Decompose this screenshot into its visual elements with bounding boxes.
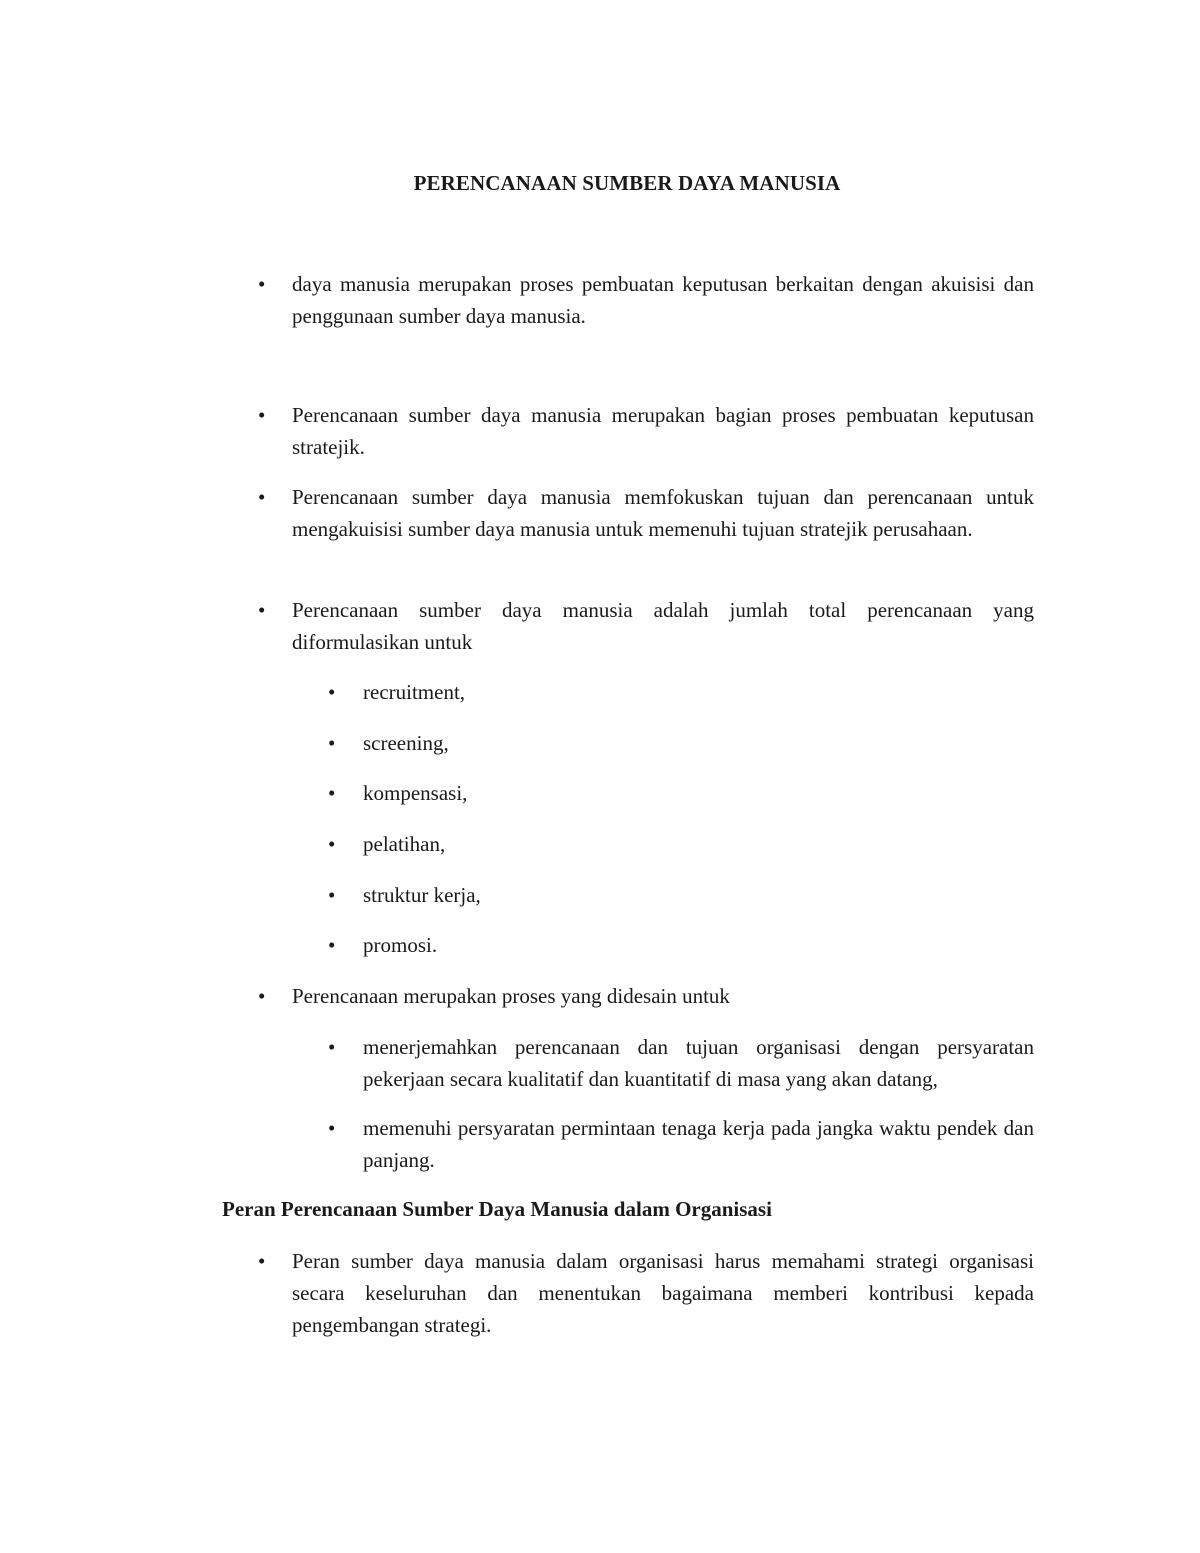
bullet-icon: •: [258, 984, 266, 1008]
bullet-icon: •: [328, 933, 336, 957]
bullet-icon: •: [328, 1035, 336, 1059]
bullet-icon: •: [328, 1116, 336, 1140]
list-item-text: Perencanaan sumber daya manusia merupakan bagian proses pembuatan keputusan stratejik.: [292, 403, 1034, 459]
bullet-icon: •: [258, 598, 266, 622]
sub-list-item-text: memenuhi persyaratan permintaan tenaga kerja pada jangka waktu pendek dan panjang.: [363, 1116, 1034, 1172]
bullet-icon: •: [258, 1249, 266, 1273]
sub-list-item-text: promosi.: [363, 933, 438, 957]
bullet-icon: •: [258, 403, 266, 427]
list-item-text: Perencanaan sumber daya manusia memfokuskan tujuan dan perencanaan untuk mengakuisisi sumber daya manusia untuk memenuhi tujuan stratejik perusahaan.: [292, 485, 1034, 541]
sub-list-item-text: pelatihan,: [363, 832, 446, 856]
bullet-icon: •: [328, 781, 336, 805]
sub-list-item-text: screening,: [363, 731, 449, 755]
bullet-icon: •: [258, 272, 266, 296]
bullet-icon: •: [328, 883, 336, 907]
section-heading: Peran Perencanaan Sumber Daya Manusia dalam Organisasi: [222, 1197, 772, 1221]
list-item-text: Perencanaan merupakan proses yang didesain untuk: [292, 984, 730, 1008]
list-item-text: Peran sumber daya manusia dalam organisasi harus memahami strategi organisasi secara keseluruhan dan menentukan bagaimana memberi kontribusi kepada pengembangan strategi.: [292, 1249, 1034, 1337]
bullet-icon: •: [328, 832, 336, 856]
sub-list-item-text: kompensasi,: [363, 781, 468, 805]
bullet-icon: •: [328, 680, 336, 704]
bullet-icon: •: [258, 485, 266, 509]
sub-list-item-text: recruitment,: [363, 680, 466, 704]
list-item-text: Perencanaan sumber daya manusia adalah jumlah total perencanaan yang diformulasikan untuk: [292, 598, 1034, 654]
list-item-text: daya manusia merupakan proses pembuatan keputusan berkaitan dengan akuisisi dan penggunaan sumber daya manusia.: [292, 272, 1034, 328]
page-title: PERENCANAAN SUMBER DAYA MANUSIA: [413, 171, 841, 195]
sub-list-item-text: struktur kerja,: [363, 883, 481, 907]
bullet-icon: •: [328, 731, 336, 755]
sub-list-item-text: menerjemahkan perencanaan dan tujuan organisasi dengan persyaratan pekerjaan secara kualitatif dan kuantitatif di masa yang akan datang,: [363, 1035, 1034, 1091]
